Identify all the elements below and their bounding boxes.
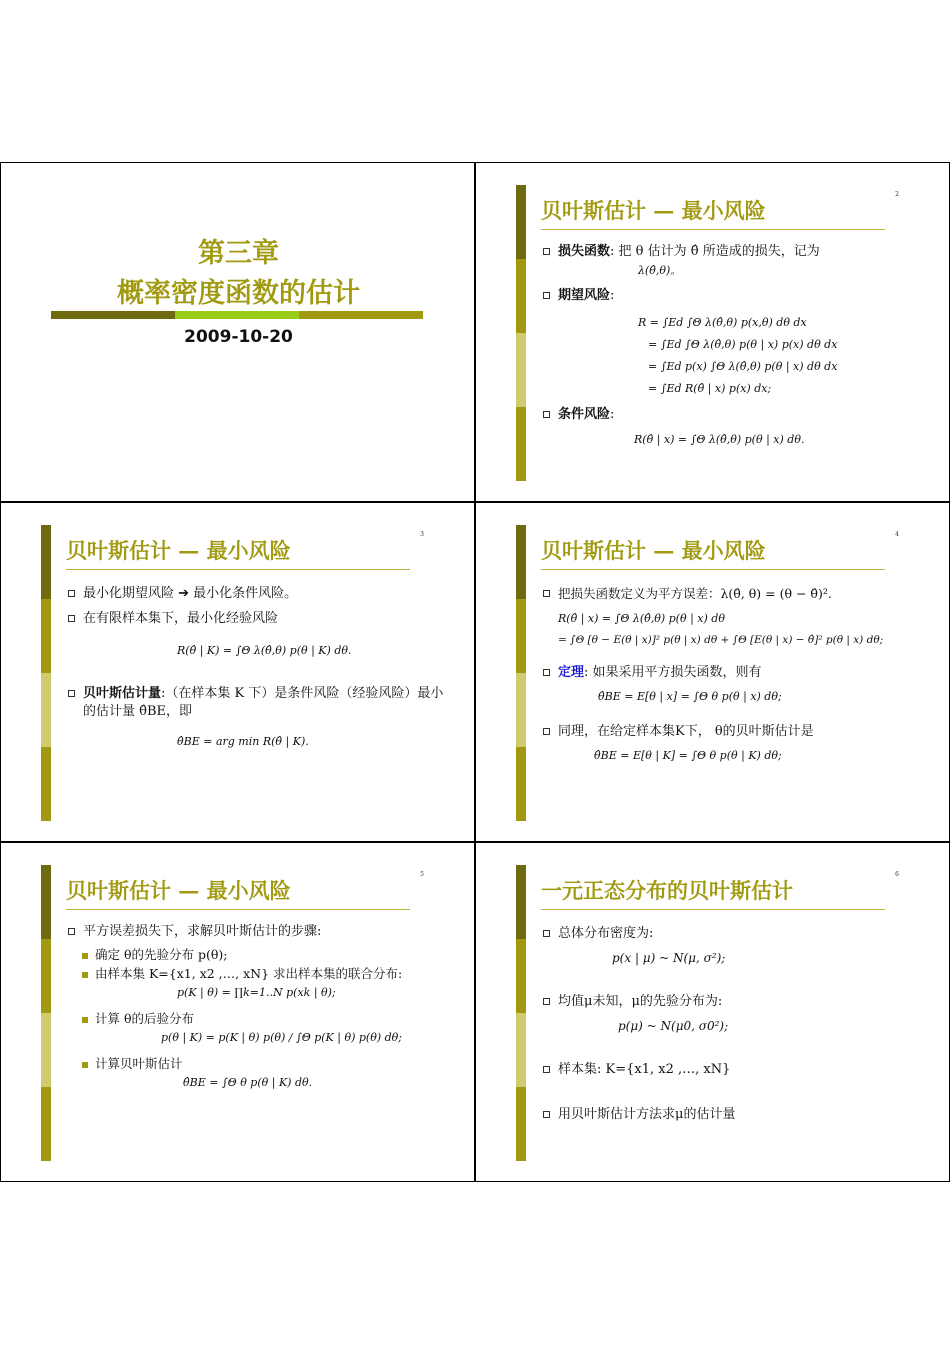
equation: = ∫Ed R(θ̂ | x) p(x) dx; xyxy=(648,381,772,395)
left-color-bar xyxy=(41,865,51,1161)
title-stripes xyxy=(51,311,423,319)
slide-content xyxy=(542,579,919,764)
equation: p(μ) ~ N(μ0, σ0²); xyxy=(618,1019,729,1034)
slide-2 xyxy=(475,162,950,502)
chapter-title: 第三章 xyxy=(198,238,279,269)
bullet-loss: 损失函数: 把 θ 估计为 θ̂ 所造成的损失，记为 λ(θ̂,θ)。 xyxy=(542,243,919,281)
theorem-label: 定理 xyxy=(558,665,585,681)
title-rule xyxy=(66,909,410,910)
bullet: 样本集: K={x1, x2 ,…, xN} xyxy=(542,1061,919,1080)
title-rule xyxy=(541,569,885,570)
slide-1 xyxy=(0,162,475,502)
slide-number: 2 xyxy=(895,191,899,198)
equation: θ̂BE = E[θ | K] = ∫Θ θ p(θ | K) dθ; xyxy=(594,748,782,762)
left-color-bar xyxy=(516,525,526,821)
loss-text: 把 θ 估计为 θ̂ 所造成的损失，记为 xyxy=(618,244,820,259)
title-rule xyxy=(541,909,885,910)
bullet: 总体分布密度为: xyxy=(542,925,919,944)
bullet: 在有限样本集下，最小化经验风险 xyxy=(67,610,444,629)
handout-sheet xyxy=(0,162,952,1184)
equation: R(θ̂ | x) = ∫Θ λ(θ̂,θ) p(θ | x) dθ xyxy=(558,612,725,626)
bullet-bayes-estimator: 贝叶斯估计量:（在样本集 K 下）是条件风险（经验风险）最小的估计量 θ̂BE，即 xyxy=(67,685,444,723)
bullet-expected-risk: 期望风险: xyxy=(542,287,919,306)
bullet: 把损失函数定义为平方误差：λ(θ̂, θ) = (θ − θ̂)². xyxy=(542,585,919,603)
equation: p(x | μ) ~ N(μ, σ²); xyxy=(612,950,726,965)
equation: p(K | θ) = ∏k=1..N p(xk | θ); xyxy=(177,986,336,1000)
bullet: 均值μ未知，μ的先验分布为: xyxy=(542,993,919,1012)
slide-content xyxy=(67,579,444,750)
left-color-bar xyxy=(516,185,526,481)
title-rule xyxy=(541,229,885,230)
sub-bullet: 计算 θ的后验分布 xyxy=(67,1011,444,1028)
equation: R = ∫Ed ∫Θ λ(θ̂,θ) p(x,θ) dθ dx xyxy=(638,315,807,329)
slide-number: 4 xyxy=(895,531,899,538)
equation: θ̂BE = arg min R(θ̂ | K). xyxy=(177,735,309,749)
equation: p(θ | K) = p(K | θ) p(θ) / ∫Θ p(K | θ) p(θ) dθ; xyxy=(161,1031,403,1045)
slide-title: 贝叶斯估计 — 最小风险 xyxy=(541,198,766,223)
equation: = ∫Θ [θ − E(θ | x)]² p(θ | x) dθ + ∫Θ [E(θ | x) − θ̂]² p(θ | x) dθ; xyxy=(558,634,884,647)
slide-number: 6 xyxy=(895,871,899,878)
term-loss: 损失函数 xyxy=(558,244,611,259)
slide-content xyxy=(542,919,919,1131)
slide-title: 贝叶斯估计 — 最小风险 xyxy=(541,538,766,563)
left-color-bar xyxy=(516,865,526,1161)
date: 2009-10-20 xyxy=(184,327,293,347)
slide-title: 贝叶斯估计 — 最小风险 xyxy=(66,878,291,903)
slide-5 xyxy=(0,842,475,1182)
bullet: 同理，在给定样本集K下， θ的贝叶斯估计是 xyxy=(542,723,919,742)
bullet: 最小化期望风险 ➔ 最小化条件风险。 xyxy=(67,585,444,604)
slide-3 xyxy=(0,502,475,842)
left-color-bar xyxy=(41,525,51,821)
slide-number: 5 xyxy=(420,871,424,878)
equation: R(θ̂ | x) = ∫Θ λ(θ̂,θ) p(θ | x) dθ. xyxy=(634,433,805,447)
slide-6 xyxy=(475,842,950,1182)
equation: θ̂BE = E[θ | x] = ∫Θ θ p(θ | x) dθ; xyxy=(598,690,782,704)
sub-bullet: 由样本集 K={x1, x2 ,…, xN} 求出样本集的联合分布: xyxy=(67,966,444,983)
slide-number: 3 xyxy=(420,531,424,538)
equation: = ∫Ed p(x) ∫Θ λ(θ̂,θ) p(θ | x) dθ dx xyxy=(648,359,838,373)
equation: R(θ̂ | K) = ∫Θ λ(θ̂,θ) p(θ | K) dθ. xyxy=(177,643,352,657)
chapter-subtitle: 概率密度函数的估计 xyxy=(117,278,360,309)
sub-bullet: 计算贝叶斯估计 xyxy=(67,1056,444,1073)
slide-title: 一元正态分布的贝叶斯估计 xyxy=(541,878,793,903)
equation: = ∫Ed ∫Θ λ(θ̂,θ) p(θ | x) p(x) dθ dx xyxy=(648,337,838,351)
slide-title: 贝叶斯估计 — 最小风险 xyxy=(66,538,291,563)
title-rule xyxy=(66,569,410,570)
slide-content xyxy=(67,917,444,1091)
equation: θ̂BE = ∫Θ θ p(θ | K) dθ. xyxy=(183,1075,313,1089)
sub-bullet: 确定 θ的先验分布 p(θ); xyxy=(67,947,444,964)
slide-content xyxy=(542,237,919,448)
bullet-theorem: 定理: 如果采用平方损失函数，则有 xyxy=(542,664,919,683)
loss-text-2: λ(θ̂,θ)。 xyxy=(638,263,682,277)
bullet: 平方误差损失下，求解贝叶斯估计的步骤: xyxy=(67,923,444,941)
bullet-conditional-risk: 条件风险: xyxy=(542,406,919,425)
slide-4 xyxy=(475,502,950,842)
bullet: 用贝叶斯估计方法求μ的估计量 xyxy=(542,1106,919,1125)
